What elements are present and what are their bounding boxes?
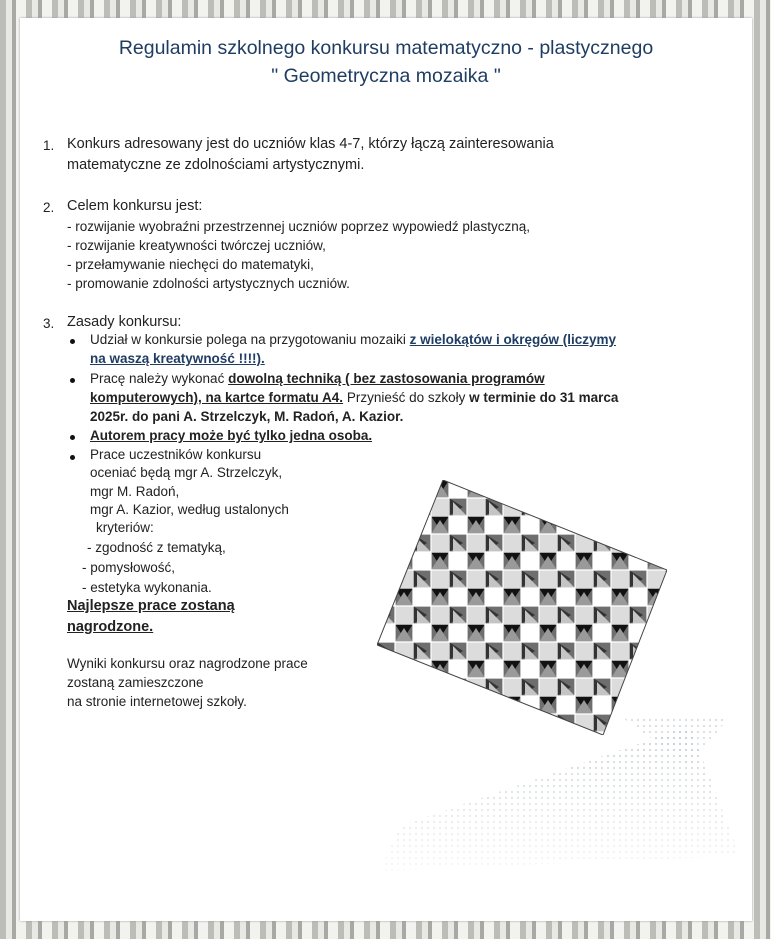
rule-2-deliver: Przynieść do szkoły <box>343 390 470 405</box>
rule-1-line-2 <box>90 351 265 366</box>
rule-4-line: mgr A. Kazior, według ustalonych <box>90 502 289 517</box>
rule-2-text: Pracę należy wykonać <box>90 371 229 386</box>
criterion-item: - pomysłowość, <box>82 560 176 575</box>
rule-1-line-1 <box>90 332 616 347</box>
rule-2-deadline: w terminie do 31 marca <box>469 390 619 405</box>
section-3-number: 3. <box>43 316 55 331</box>
section-3-heading: Zasady konkursu: <box>67 314 182 330</box>
results-line: Wyniki konkursu oraz nagrodzone prace <box>67 656 308 671</box>
rule-2-line-1 <box>90 371 545 386</box>
document-subtitle: " Geometryczna mozaika " <box>271 65 501 87</box>
rule-3-single-author: Autorem pracy może być tylko jedna osoba. <box>90 428 373 443</box>
criterion-item: - estetyka wykonania. <box>82 580 212 595</box>
rule-1-link[interactable]: z wielokątów i okręgów (liczymy <box>409 332 616 347</box>
section-2-number: 2. <box>43 200 55 215</box>
section-1-line-2: matematyczne ze zdolnościami artystycznymi. <box>67 157 365 173</box>
rule-2-line-3 <box>90 409 403 424</box>
rule-1-link-cont[interactable]: na waszą kreatywność !!!!). <box>90 351 265 366</box>
rule-2-format: komputerowych), na kartce formatu A4. <box>90 390 344 405</box>
goal-item: - przełamywanie niechęci do matematyki, <box>67 257 314 272</box>
rule-2-technique: dowolną techniką ( bez zastosowania programów <box>228 371 545 386</box>
rule-4-line: Prace uczestników konkursu <box>90 447 262 462</box>
bullet-dot <box>70 455 75 460</box>
section-1-number: 1. <box>43 138 55 153</box>
document-page <box>20 18 752 921</box>
results-line: na stronie internetowej szkoły. <box>67 694 247 709</box>
section-2-heading: Celem konkursu jest: <box>67 198 203 214</box>
goal-item: - promowanie zdolności artystycznych uczniów. <box>67 276 350 291</box>
rule-4-line: kryteriów: <box>96 520 154 535</box>
criterion-item: - zgodność z tematyką, <box>87 540 226 555</box>
award-line-1: Najlepsze prace zostaną <box>67 598 235 614</box>
bullet-dot <box>70 378 75 383</box>
section-1-line-1: Konkurs adresowany jest do uczniów klas 4-7, którzy łączą zainteresowania <box>67 136 554 152</box>
rule-2-teachers: 2025r. do pani A. Strzelczyk, M. Radoń, A. Kazior. <box>90 409 404 424</box>
bullet-dot <box>70 435 75 440</box>
award-line-2: nagrodzone. <box>67 619 154 635</box>
rule-1-text: Udział w konkursie polega na przygotowaniu mozaiki <box>90 332 410 347</box>
document-title: Regulamin szkolnego konkursu matematyczno - plastycznego <box>118 37 654 59</box>
goal-item: - rozwijanie wyobraźni przestrzennej uczniów poprzez wypowiedź plastyczną, <box>67 219 530 234</box>
rule-4-line: oceniać będą mgr A. Strzelczyk, <box>90 465 283 480</box>
rule-4-line: mgr M. Radoń, <box>90 484 180 499</box>
bullet-dot <box>70 339 75 344</box>
geometric-mosaic-image <box>377 480 667 735</box>
results-line: zostaną zamieszczone <box>67 675 204 690</box>
goal-item: - rozwijanie kreatywności twórczej uczniów, <box>67 238 326 253</box>
rule-2-line-2 <box>90 390 618 405</box>
